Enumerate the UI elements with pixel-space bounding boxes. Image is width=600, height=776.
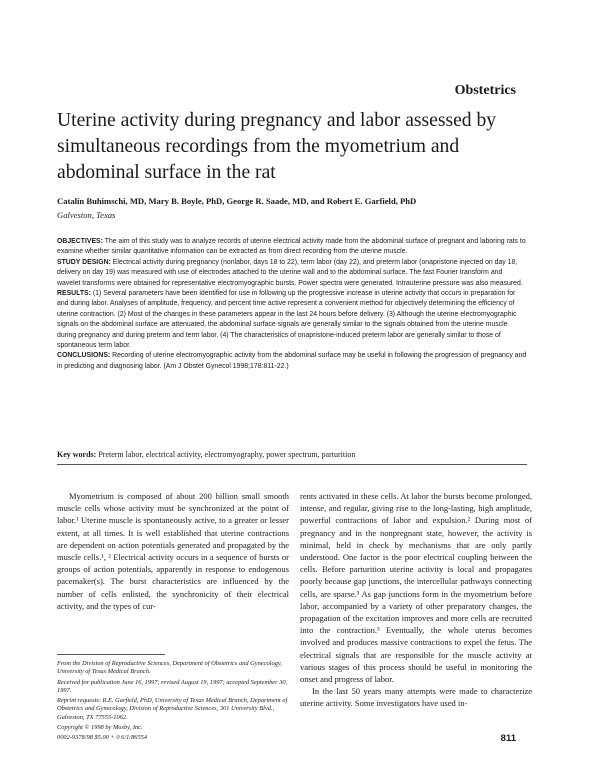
abstract-design-heading: STUDY DESIGN: <box>57 258 111 266</box>
author-list: Catalin Buhimschi, MD, Mary B. Boyle, PhD, George R. Saade, MD, and Robert E. Garfield, PhD <box>57 196 417 206</box>
body-column-left <box>57 490 289 612</box>
keywords <box>57 450 527 459</box>
abstract-objectives-heading: OBJECTIVES: <box>57 238 103 245</box>
body-paragraph: rents activated in these cells. At labor the bursts become prolonged, intense, and regular, giving rise to the long-lasting, high amplitude, powerful contractions of labor and expulsion.² During most of pregnancy and in the nonpregnant state, however, the activity is minimal, held in check by mechanisms that are only partly understood. One factor is the poor electrical coupling between the cells. Before parturition uterine activity is local and propagates poorly because gap junctions, the intercellular pathways connecting cells, are sparse.³ As gap junctions form in the myometrium before labor, accompanied by a variety of other preparatory changes, the propagation of the excitation improves and more cells are recruited into the contraction.³ Eventually, the whole uterus becomes involved and produces massive contractions to expel the fetus. The electrical signals that are responsible for the muscle activity at various stages of this process should be useful in monitoring the onset and progress of labor. <box>300 491 532 685</box>
footnote-reprints: Reprint requests: R.E. Garfield, PhD, University of Texas Medical Branch, Department of Obstetrics and Gynecology, Division of Reproductive Sciences, 301 University Blvd., Galveston, TX 77555-1062. <box>57 697 288 721</box>
body-column-right <box>300 490 532 710</box>
footnotes <box>57 660 289 745</box>
footnote-divider <box>57 654 165 655</box>
abstract-conclusions-heading: CONCLUSIONS: <box>57 352 111 360</box>
keywords-text: Preterm labor, electrical activity, electromyography, power spectrum, parturition <box>96 450 356 459</box>
abstract-objectives <box>57 237 527 258</box>
section-label: Obstetrics <box>454 83 516 98</box>
footnote-code: 0002-9378/98 $5.00 + 0 6/1/86554 <box>57 734 148 742</box>
keywords-divider <box>57 464 527 465</box>
abstract-results-heading: RESULTS: <box>57 290 91 298</box>
abstract-conclusions-text: Recording of uterine electromyographic activity from the abdominal surface may be useful in following the progression of pregnancy and in predicting and diagnosing labor. (Am J Obstet Gynecol 1998;178:811-22.) <box>57 352 527 370</box>
abstract-conclusions <box>57 351 527 372</box>
abstract-design <box>57 258 527 289</box>
abstract <box>57 237 527 372</box>
abstract-design-text: Electrical activity during pregnancy (nonlabor, days 18 to 22), term labor (day 22), and preterm labor (onapristone injected on day 18, delivery on day 19) was measured with use of electrodes attached to the uterine wall and to the abdominal surface. The fast Fourier transform and wavelet transforms were obtained for representative electromyographic bursts. Power spectra were generated. Intrauterine pressure was also measured. <box>57 258 523 287</box>
abstract-results-text: (1) Several parameters have been identified for use in following up the progressive increase in uterine activity that occurs in preparation for and during labor. Analyses of amplitude, frequency, and percent time active represent a convenient method for objectively determining the efficiency of uterine contraction. (2) Most of the changes in these parameters appear in the last 24 hours before delivery. (3) Although the uterine electromyographic signals on the abdominal surface are attenuated, the abdominal surface signals are generally similar to the signals obtained from the uterine muscle during pregnancy and during preterm and term labor. (4) The characteristics of onapristone-induced preterm labor are generally similar to those of spontaneous term labor. <box>57 290 517 350</box>
footnote-affiliation: From the Division of Reproductive Sciences, Department of Obstetrics and Gynecology, University of Texas Medical Branch. <box>57 660 282 676</box>
article-title: Uterine activity during pregnancy and labor assessed by simultaneous recordings from the myometrium and abdominal surface in the rat <box>57 110 497 183</box>
footnote-copyright: Copyright © 1998 by Mosby, Inc. <box>57 724 143 732</box>
abstract-results <box>57 289 527 351</box>
affiliation: Galveston, Texas <box>57 210 116 220</box>
abstract-objectives-text: The aim of this study was to analyze records of uterine electrical activity made from the abdominal surface of pregnant and laboring rats to examine whether similar quantitative information can be extracted as from direct recording from the uterine muscle. <box>57 238 526 256</box>
keywords-label: Key words: <box>57 450 97 459</box>
body-paragraph: Myometrium is composed of about 200 billion small smooth muscle cells whose activity must be synchronized at the point of labor.¹ Uterine muscle is spontaneously active, to a greater or lesser extent, at all times. It is well established that uterine contractions are dependent on action potentials generated and propagated by the muscle cells.¹, ² Electrical activity occurs in a sequence of bursts or groups of action potentials, apparently in response to endogenous pacemaker(s). The burst characteristics are influenced by the number of cells enlisted, the synchronicity of their electrical activity, and the types of cur- <box>57 491 289 611</box>
page-number: 811 <box>500 733 516 744</box>
body-paragraph: In the last 50 years many attempts were made to characterize uterine activity. Some investigators have used in- <box>300 686 532 709</box>
footnote-dates: Received for publication June 16, 1997; revised August 19, 1997; accepted September 30, 1997. <box>57 678 288 694</box>
